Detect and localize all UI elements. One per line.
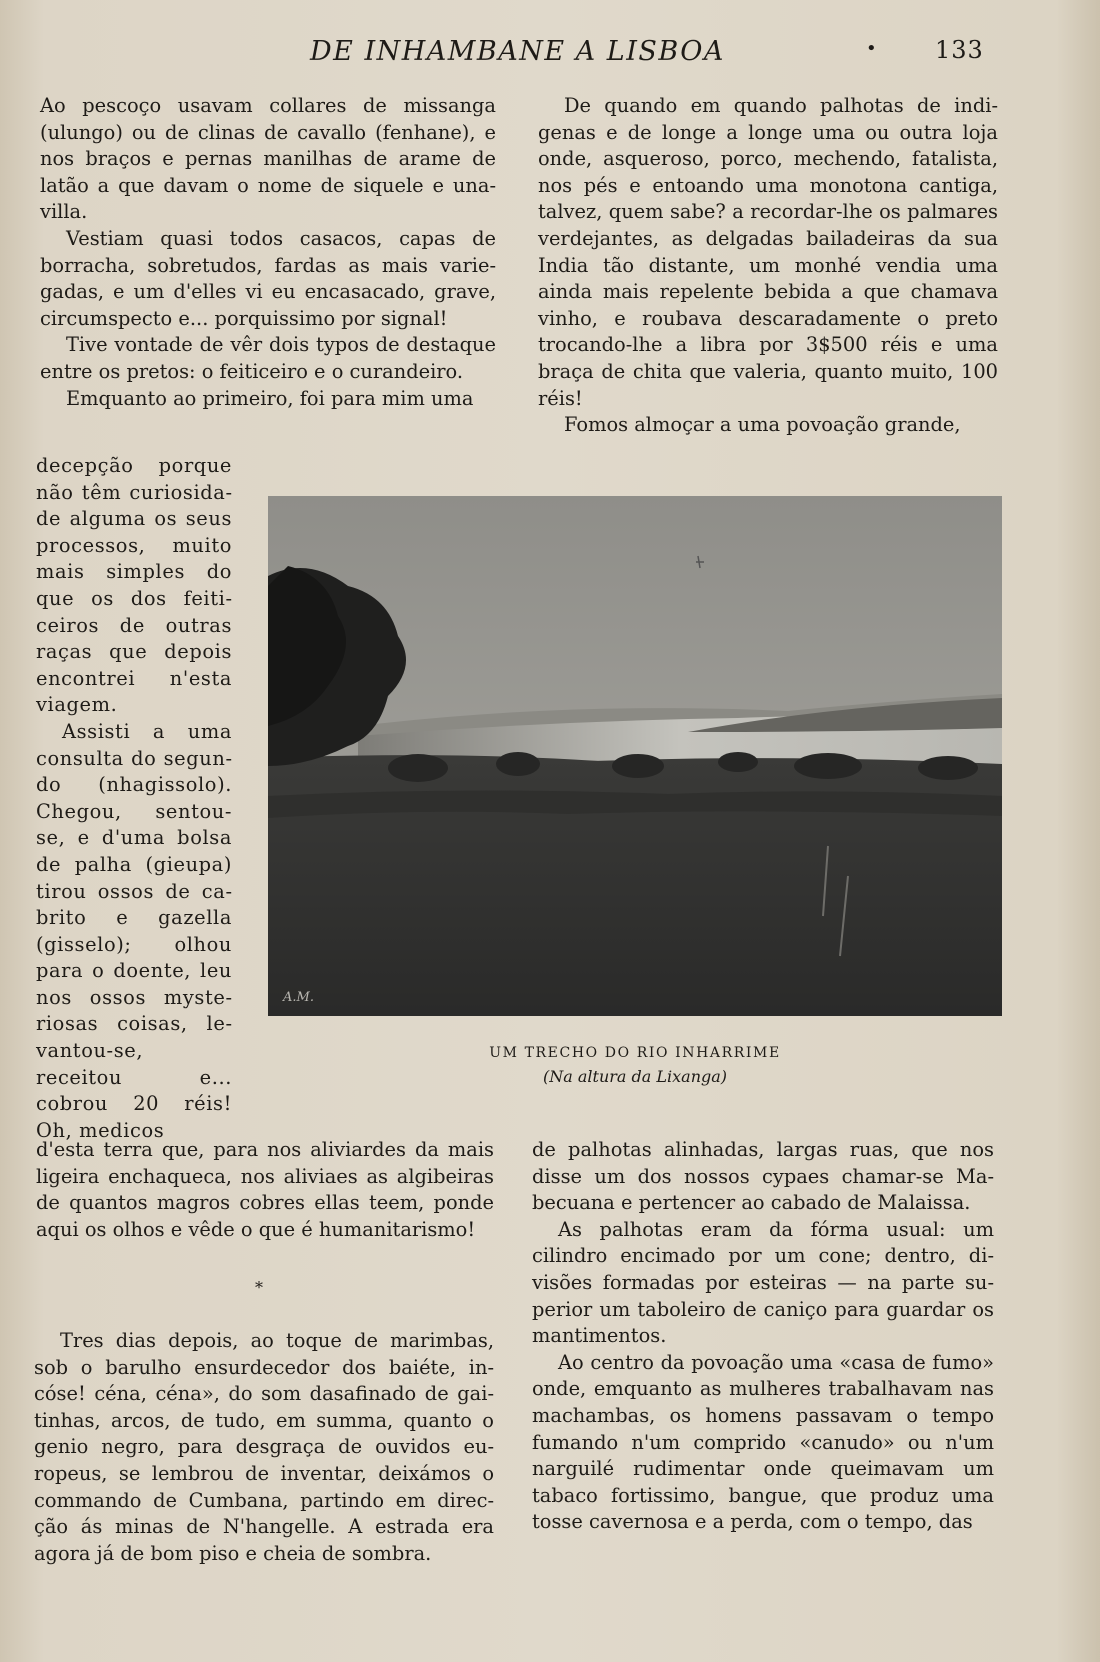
paragraph: decepção porque não têm curiosidade alguma os seus processos, muito mais simples do que os dos feiticeiros de outras raças que depois encontrei n'esta viagem. — [36, 454, 232, 717]
running-header — [0, 36, 1100, 76]
page-number: 133 — [935, 36, 984, 64]
caption-title: UM TRECHO DO RIO INHARRIME — [489, 1045, 781, 1061]
paragraph: As palhotas eram da fórma usual: um cilindro encimado por um cone; dentro, divisões formadas por esteiras — na parte superior um taboleiro de caniço para guardar os mantimentos. — [532, 1217, 994, 1348]
paragraph: Assisti a uma consulta do segundo (nhagissolo). Chegou, sentou-se, e d'uma bolsa de palha (gieupa) tirou ossos de cabrito e gazella (gisselo); olhou para o doente, leu nos ossos mysteriosas coisas, levantou-se, receitou e... cobrou 20 réis! Oh, medicos — [36, 719, 232, 1142]
paragraph: Ao centro da povoação uma «casa de fumo» onde, emquanto as mulheres trabalhavam nas machambas, os homens passavam o tempo fumando n'um comprido «canudo» ou n'um narguilé rudimentar onde queimavam um tabaco fortissimo, bangue, que produz uma tosse cavernosa e a perda, com o tempo, das — [532, 1350, 994, 1534]
paragraph: de palhotas alinhadas, largas ruas, que nos disse um dos nossos cypaes chamar-se Mabecuana e pertencer ao cabado de Malaissa. — [532, 1138, 994, 1215]
paragraph: Vestiam quasi todos casacos, capas de borracha, sobretudos, fardas as mais variegadas, e um d'elles vi eu encasacado, grave, circumspecto e... porquissimo por signal! — [40, 226, 496, 330]
left-column-top — [40, 93, 496, 412]
paragraph: Ao pescoço usavam collares de missanga (ulungo) ou de clinas de cavallo (fenhane), e nos braços e pernas manilhas de arame de latão a que davam o nome de siquele e unavilla. — [40, 94, 496, 224]
paragraph: Emquanto ao primeiro, foi para mim uma — [66, 386, 474, 410]
left-column-wide — [36, 1137, 494, 1243]
section-separator: * — [255, 1278, 263, 1297]
caption-subtitle: (Na altura da Lixanga) — [542, 1067, 728, 1086]
right-column-bottom — [532, 1137, 994, 1536]
photo-caption — [268, 1045, 1002, 1086]
right-column-top — [538, 93, 998, 439]
left-column-bottom — [34, 1328, 494, 1567]
river-photograph — [268, 496, 1002, 1016]
header-title: DE INHAMBANE A LISBOA — [310, 36, 725, 67]
paragraph: d'esta terra que, para nos aliviardes da mais ligeira enchaqueca, nos aliviaes as algibeiras de quantos magros cobres ellas teem, ponde aqui os olhos e vêde o que é humanitarismo! — [36, 1138, 494, 1241]
header-dot: • — [866, 38, 877, 59]
paragraph: De quando em quando palhotas de indigenas e de longe a longe uma ou outra loja onde, asqueroso, porco, mechendo, fatalista, nos pés e entoando uma monotona cantiga, talvez, quem sabe? a recordar-lhe os palmares verdejantes, as delgadas bailadeiras da sua India tão distante, um monhé vendia uma ainda mais repelente bebida a que chamava vinho, e roubava descaradamente o preto trocando-lhe a libra por 3$500 réis e uma braça de chita que valeria, quanto muito, 100 réis! — [538, 94, 998, 410]
river-landscape-image — [268, 496, 1002, 1016]
photo-monogram: A.M. — [283, 990, 314, 1005]
left-column-narrow — [36, 453, 232, 1144]
paragraph: Fomos almoçar a uma povoação grande, — [564, 413, 961, 437]
paragraph: Tres dias depois, ao toque de marimbas, sob o barulho ensurdecedor dos baiéte, incóse! céna, céna», do som dasafinado de gaitinhas, arcos, de tudo, em summa, quanto o genio negro, para desgraça de ouvidos europeus, se lembrou de inventar, deixámos o commando de Cumbana, partindo em direcção ás minas de N'hangelle. A estrada era agora já de bom piso e cheia de sombra. — [34, 1329, 494, 1565]
paragraph: Tive vontade de vêr dois typos de destaque entre os pretos: o feiticeiro e o curandeiro. — [40, 333, 496, 383]
